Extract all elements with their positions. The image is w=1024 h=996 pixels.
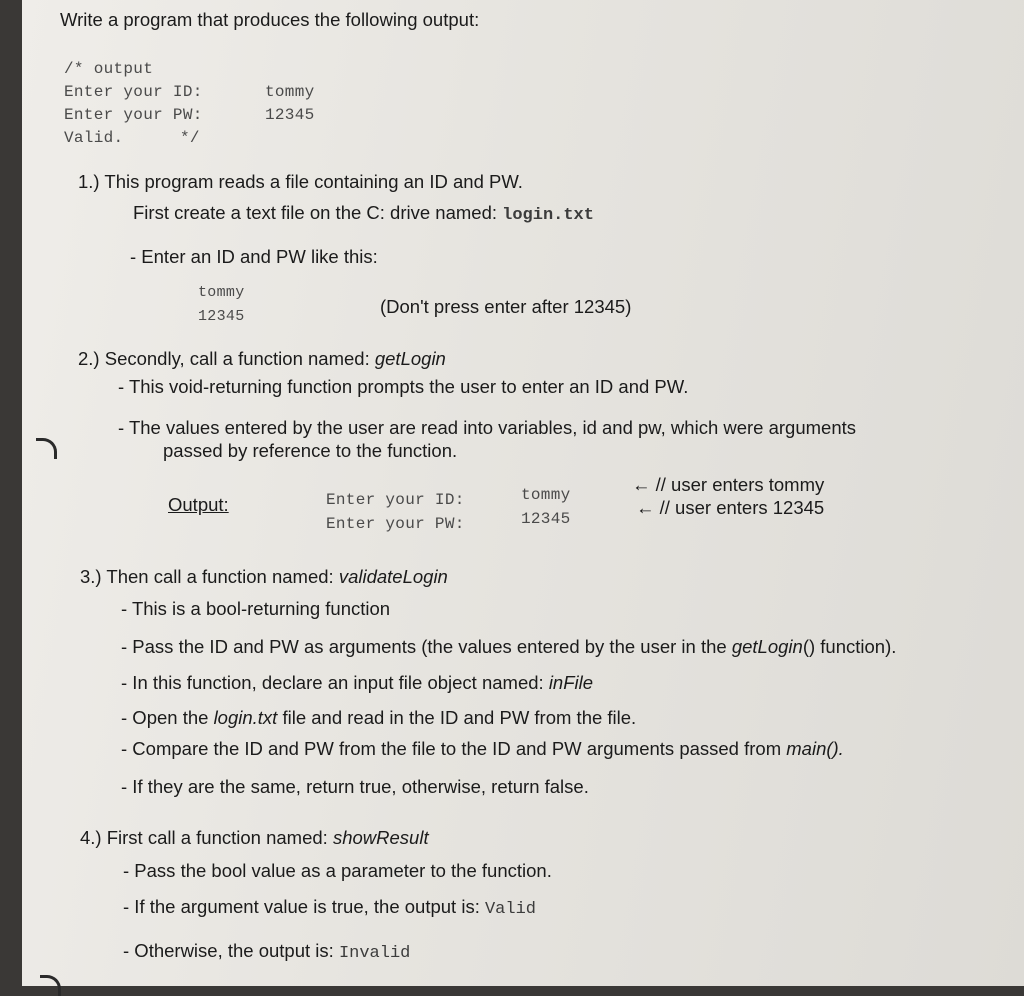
- worksheet-page: [22, 0, 1024, 986]
- s2-output-pw-value: 12345: [521, 510, 571, 528]
- section-4-bullet-1: - Pass the bool value as a parameter to the function.: [123, 860, 552, 881]
- section-2-title: [78, 348, 446, 370]
- output-line-2-label: Enter your ID:: [64, 83, 203, 101]
- valid-output: Valid: [484, 900, 536, 919]
- section-3-bullet-6: - If they are the same, return true, otherwise, return false.: [121, 776, 589, 797]
- login-file-name: login.txt: [502, 206, 594, 225]
- section-1-note: (Don't press enter after 12345): [380, 296, 632, 317]
- section-3-title-text: 3.) Then call a function named:: [80, 566, 334, 587]
- section-3-bullet-5-fn: main().: [786, 738, 844, 759]
- s2-output-pw-comment: ← // user enters 12345: [636, 497, 825, 518]
- s2-output-pw-label: Enter your PW:: [326, 515, 465, 533]
- section-3-bullet-4-end: file and read in the ID and PW from the file.: [282, 707, 637, 728]
- section-3-bullet-4-file: login.txt: [213, 707, 278, 728]
- s2-output-id-label: Enter your ID:: [326, 491, 465, 509]
- section-3-bullet-1: - This is a bool-returning function: [121, 598, 391, 619]
- section-1-line-1: [133, 202, 594, 225]
- page-heading: Write a program that produces the following output:: [60, 9, 480, 30]
- output-line-1: /* output: [64, 60, 154, 78]
- section-4-bullet-2: [123, 896, 536, 919]
- section-2-title-text: 2.) Secondly, call a function named:: [78, 348, 370, 369]
- output-line-3-value: 12345: [265, 106, 315, 124]
- output-label: Output:: [168, 494, 229, 515]
- section-3-bullet-2-fn: getLogin: [731, 636, 803, 657]
- section-3-bullet-4: [121, 707, 636, 729]
- section-1-title: 1.) This program reads a file containing an ID and PW.: [78, 171, 523, 192]
- section-3-title: [80, 566, 448, 588]
- section-3-function-name: validateLogin: [338, 566, 448, 587]
- section-3-bullet-2-text: - Pass the ID and PW as arguments (the values entered by the user in the: [121, 636, 727, 657]
- section-3-bullet-2: [121, 636, 896, 658]
- sample-pw: 12345: [198, 308, 245, 325]
- section-1-line-1-text: First create a text file on the C: drive named:: [133, 202, 497, 223]
- s2-output-id-value: tommy: [521, 486, 571, 504]
- s2-output-id-comment: ← // user enters tommy: [632, 474, 825, 495]
- section-4-title: [80, 827, 429, 849]
- section-2-bullet-2-cont: passed by reference to the function.: [163, 440, 458, 461]
- section-4-title-text: 4.) First call a function named:: [80, 827, 328, 848]
- section-3-bullet-3: [121, 672, 593, 694]
- output-line-2-value: tommy: [265, 83, 315, 101]
- section-4-function-name: showResult: [332, 827, 429, 848]
- section-4-bullet-2-text: - If the argument value is true, the output is:: [123, 896, 480, 917]
- section-2-bullet-1: - This void-returning function prompts the user to enter an ID and PW.: [118, 376, 689, 397]
- section-3-bullet-3-fn: inFile: [548, 672, 594, 693]
- invalid-output: Invalid: [338, 944, 411, 963]
- section-2-bullet-2: - The values entered by the user are read into variables, id and pw, which were arguments: [118, 417, 857, 438]
- section-3-bullet-3-text: - In this function, declare an input file object named:: [121, 672, 544, 693]
- sample-id: tommy: [198, 284, 245, 301]
- pen-mark: [36, 438, 57, 459]
- section-3-bullet-5: [121, 738, 844, 760]
- section-3-bullet-4-text: - Open the: [121, 707, 209, 728]
- section-2-function-name: getLogin: [374, 348, 446, 369]
- section-4-bullet-3-text: - Otherwise, the output is:: [123, 940, 334, 961]
- output-line-3-label: Enter your PW:: [64, 106, 203, 124]
- section-3-bullet-5-text: - Compare the ID and PW from the file to the ID and PW arguments passed from: [121, 738, 782, 759]
- section-3-bullet-2-end: () function).: [802, 636, 897, 657]
- section-1-bullet: - Enter an ID and PW like this:: [130, 246, 378, 267]
- section-4-bullet-3: [123, 940, 410, 963]
- output-line-4-label: Valid.: [64, 129, 124, 147]
- output-line-4-close: */: [180, 129, 200, 147]
